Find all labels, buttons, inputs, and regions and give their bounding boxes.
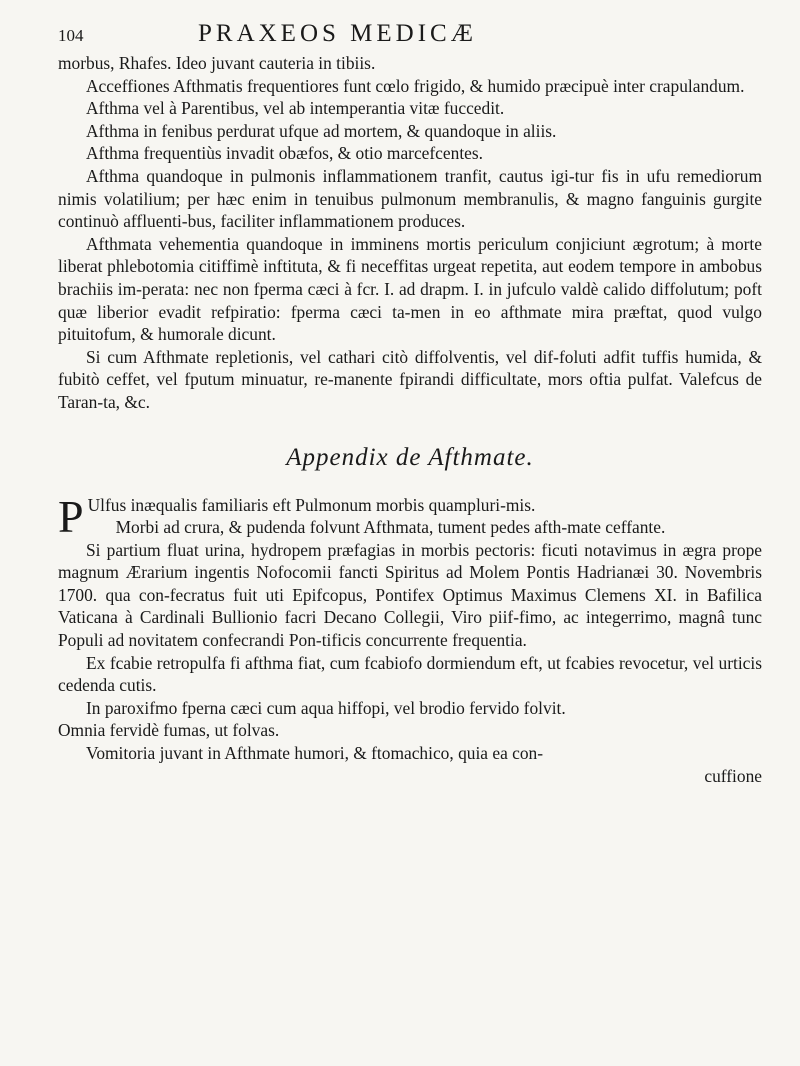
paragraph: Morbi ad crura, & pudenda folvunt Afthmata, tument pedes afth-mate ceffante. bbox=[115, 517, 666, 538]
paragraph: morbus, Rhafes. Ideo juvant cauteria in tibiis. bbox=[58, 53, 376, 73]
page-content bbox=[58, 14, 762, 787]
drop-cap: P bbox=[58, 490, 84, 542]
paragraph: Omnia fervidè fumas, ut folvas. bbox=[58, 720, 280, 741]
paragraph: Ex fcabie retropulfa fi afthma fiat, cum fcabiofo dormiendum eft, ut fcabies revocetur, vel urticis cedenda cutis. bbox=[58, 652, 762, 696]
main-text bbox=[58, 52, 762, 414]
paragraph: Acceffiones Afthmatis frequentiores funt cœlo frigido, & humido præcipuè inter crapulandum. bbox=[86, 75, 745, 96]
running-title: PRAXEOS MEDICÆ bbox=[198, 20, 477, 47]
appendix-heading: Appendix de Afthmate. bbox=[286, 443, 534, 471]
paragraph: Afthma in fenibus perdurat ufque ad mortem, & quandoque in aliis. bbox=[86, 120, 557, 141]
running-head bbox=[58, 14, 762, 52]
catchword: cuffione bbox=[704, 765, 762, 786]
paragraph: Si cum Afthmate repletionis, vel cathari citò diffolventis, vel dif-foluti adfit tuffis humida, & fubitò ceffet, vel fputum minuatur, re-manente fpirandi difficultate, mors oftia pulfat. Valefcus de Taran-ta, &c. bbox=[58, 346, 762, 412]
paragraph: Afthma quandoque in pulmonis inflammationem tranfit, cautus igi-tur fis in ufu remediorum nimis volatilium; per hæc enim in tenuibus pulmonum membranulis, & magno fanguinis gurgite continuò affluenti-bus, faciliter inflammationem produces. bbox=[58, 165, 762, 232]
paragraph: In paroxifmo fperna cæci cum aqua hiffopi, vel brodio fervido folvit. bbox=[86, 697, 566, 718]
paragraph: Afthma vel à Parentibus, vel ab intemperantia vitæ fuccedit. bbox=[86, 98, 505, 119]
paragraph: Afthma frequentiùs invadit obæfos, & otio marcefcentes. bbox=[86, 143, 483, 164]
paragraph: Afthmata vehementia quandoque in imminens mortis periculum conjiciunt ægrotum; à morte liberat phlebotomia citiffimè inftituta, & fi neceffitas urgeat repetita, aut eodem tempore in ambobus brachiis im-perata: nec non fperma cæci à fcr. I. ad drapm. I. in jufculo valdè calido diffolutum; poft quæ liberior evadit refpiratio: fperma cæci ta-men in eo afthmate mira præftat, quod vulgo pituitofum, & humorale dicunt. bbox=[58, 233, 762, 345]
paragraph-text: Ulfus inæqualis familiaris eft Pulmonum morbis quampluri-mis. bbox=[87, 494, 536, 515]
appendix-text bbox=[58, 490, 762, 788]
paragraph: Vomitoria juvant in Afthmate humori, & ftomachico, quia ea con- bbox=[86, 743, 544, 764]
page-number: 104 bbox=[58, 26, 84, 45]
paragraph: Si partium fluat urina, hydropem præfagias in morbis pectoris: ficuti notavimus in ægra prope magnum Ærarium ingentis Nofocomii fancti Spiritus ad Molem Pontis Hadrianæi 30. Novembris 1700. qua con-fecratus fuit uti Epifcopus, Pontifex Optimus Maximus Clemens XI. in Bafilica Vaticana à Cardinali Bullionio facri Decano Collegii, Viro piif-fimo, ac integerrimo, magnâ tunc Populi ad novitatem confecrandi Pon-tificis concurrente frequentia. bbox=[58, 539, 762, 651]
